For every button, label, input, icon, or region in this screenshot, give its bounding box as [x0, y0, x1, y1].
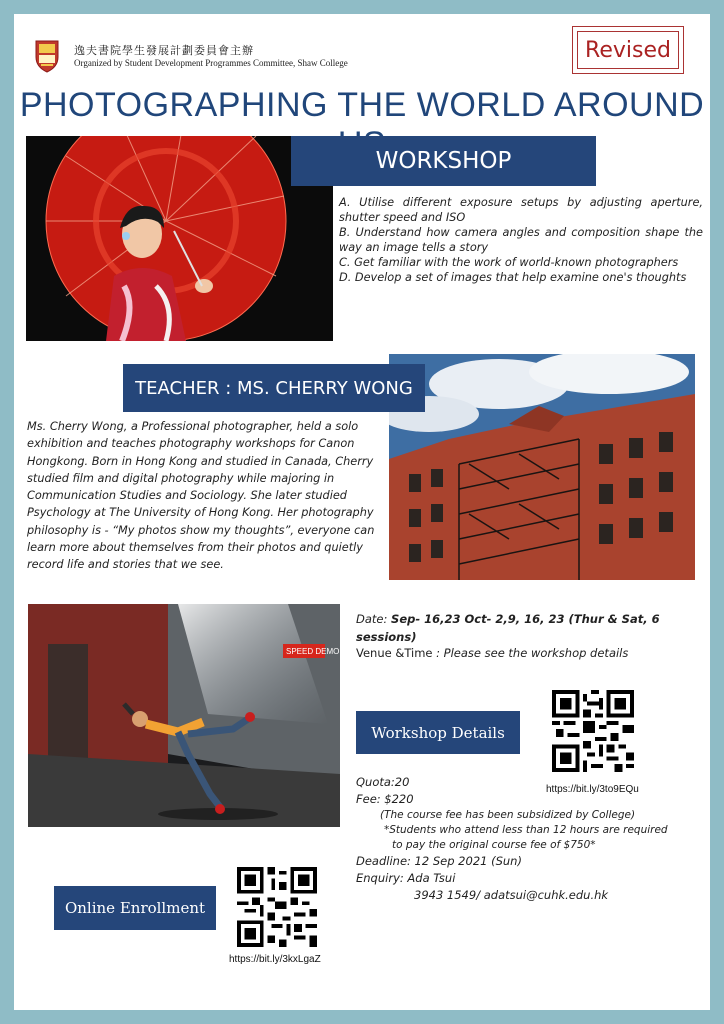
page-title: PHOTOGRAPHING THE WORLD AROUND: [19, 86, 705, 124]
revised-stamp: [572, 26, 684, 74]
organizer-chinese: 逸夫書院學生發展計劃委員會主辦: [74, 44, 254, 57]
deadline: Deadline: 12 Sep 2021 (Sun): [356, 854, 522, 868]
objective-item: A. Utilise different exposure setups by adjusting aperture, shutter speed and ISO: [339, 196, 703, 224]
objective-item: B. Understand how camera angles and composition shape the way an image tells a story: [339, 226, 703, 254]
poster: [14, 14, 710, 1010]
enquiry-contact[interactable]: 3943 1549/ adatsui@cuhk.edu.hk: [414, 888, 609, 902]
quota: Quota:20: [356, 775, 410, 789]
brick-building-photo: [389, 354, 695, 580]
objective-item: D. Develop a set of images that help examine one's thoughts: [339, 271, 687, 284]
speed-demo-sign: SPEED DEMO: [286, 647, 340, 656]
workshop-details-url[interactable]: https://bit.ly/3to9EQu: [546, 784, 639, 795]
venue-value: : Please see the workshop details: [436, 646, 629, 660]
objective-item: C. Get familiar with the work of world-known photographers: [339, 256, 679, 269]
date-value: Sep- 16,23 Oct- 2,9, 16, 23 (Thur & Sat, 6 sessions): [356, 612, 660, 644]
workshop-details-button[interactable]: Workshop Details: [356, 711, 520, 754]
online-enrollment-button[interactable]: Online Enrollment: [54, 886, 216, 930]
venue-time: [356, 646, 696, 660]
fee-subsidy-note: (The course fee has been subsidized by College): [380, 809, 636, 821]
date-label: Date:: [356, 612, 392, 626]
enrollment-qr-code[interactable]: [237, 867, 317, 947]
umbrella-woman-photo: [26, 136, 333, 341]
workshop-details-qr-code[interactable]: [552, 690, 634, 772]
original-fee-note: to pay the original course fee of $750*: [392, 839, 596, 851]
revised-label: Revised: [577, 31, 679, 69]
fee-and-contact: [356, 774, 706, 904]
college-crest-logo: [34, 39, 60, 73]
enrollment-url[interactable]: https://bit.ly/3kxLgaZ: [229, 954, 321, 965]
teacher-heading: TEACHER : MS. CHERRY WONG: [123, 364, 425, 412]
dancer-photo: [28, 604, 340, 827]
workshop-objectives: [339, 195, 703, 285]
venue-label: Venue &Time: [356, 646, 437, 660]
fee: Fee: $220: [356, 792, 414, 806]
workshop-date: [356, 610, 696, 646]
organizer-english: Organized by Student Development Programmes Committee, Shaw College: [74, 58, 348, 68]
enquiry: Enquiry: Ada Tsui: [356, 871, 456, 885]
workshop-heading: WORKSHOP: [291, 136, 596, 186]
teacher-bio: Ms. Cherry Wong, a Professional photographer, held a solo exhibition and teaches photography workshops for Canon Hongkong. Born in Hong Kong and studied in Canada, Cherry studied film and digital photography while majoring in Communication Studies and Sociology. She later studied Psychology at The University of Hong Kong. Her photography philosophy is - “My photos show my thoughts”, everyone can learn more about themselves from their photos and quietly record life and stories that we see.: [27, 420, 375, 572]
attendance-note: *Students who attend less than 12 hours are required: [384, 824, 668, 836]
